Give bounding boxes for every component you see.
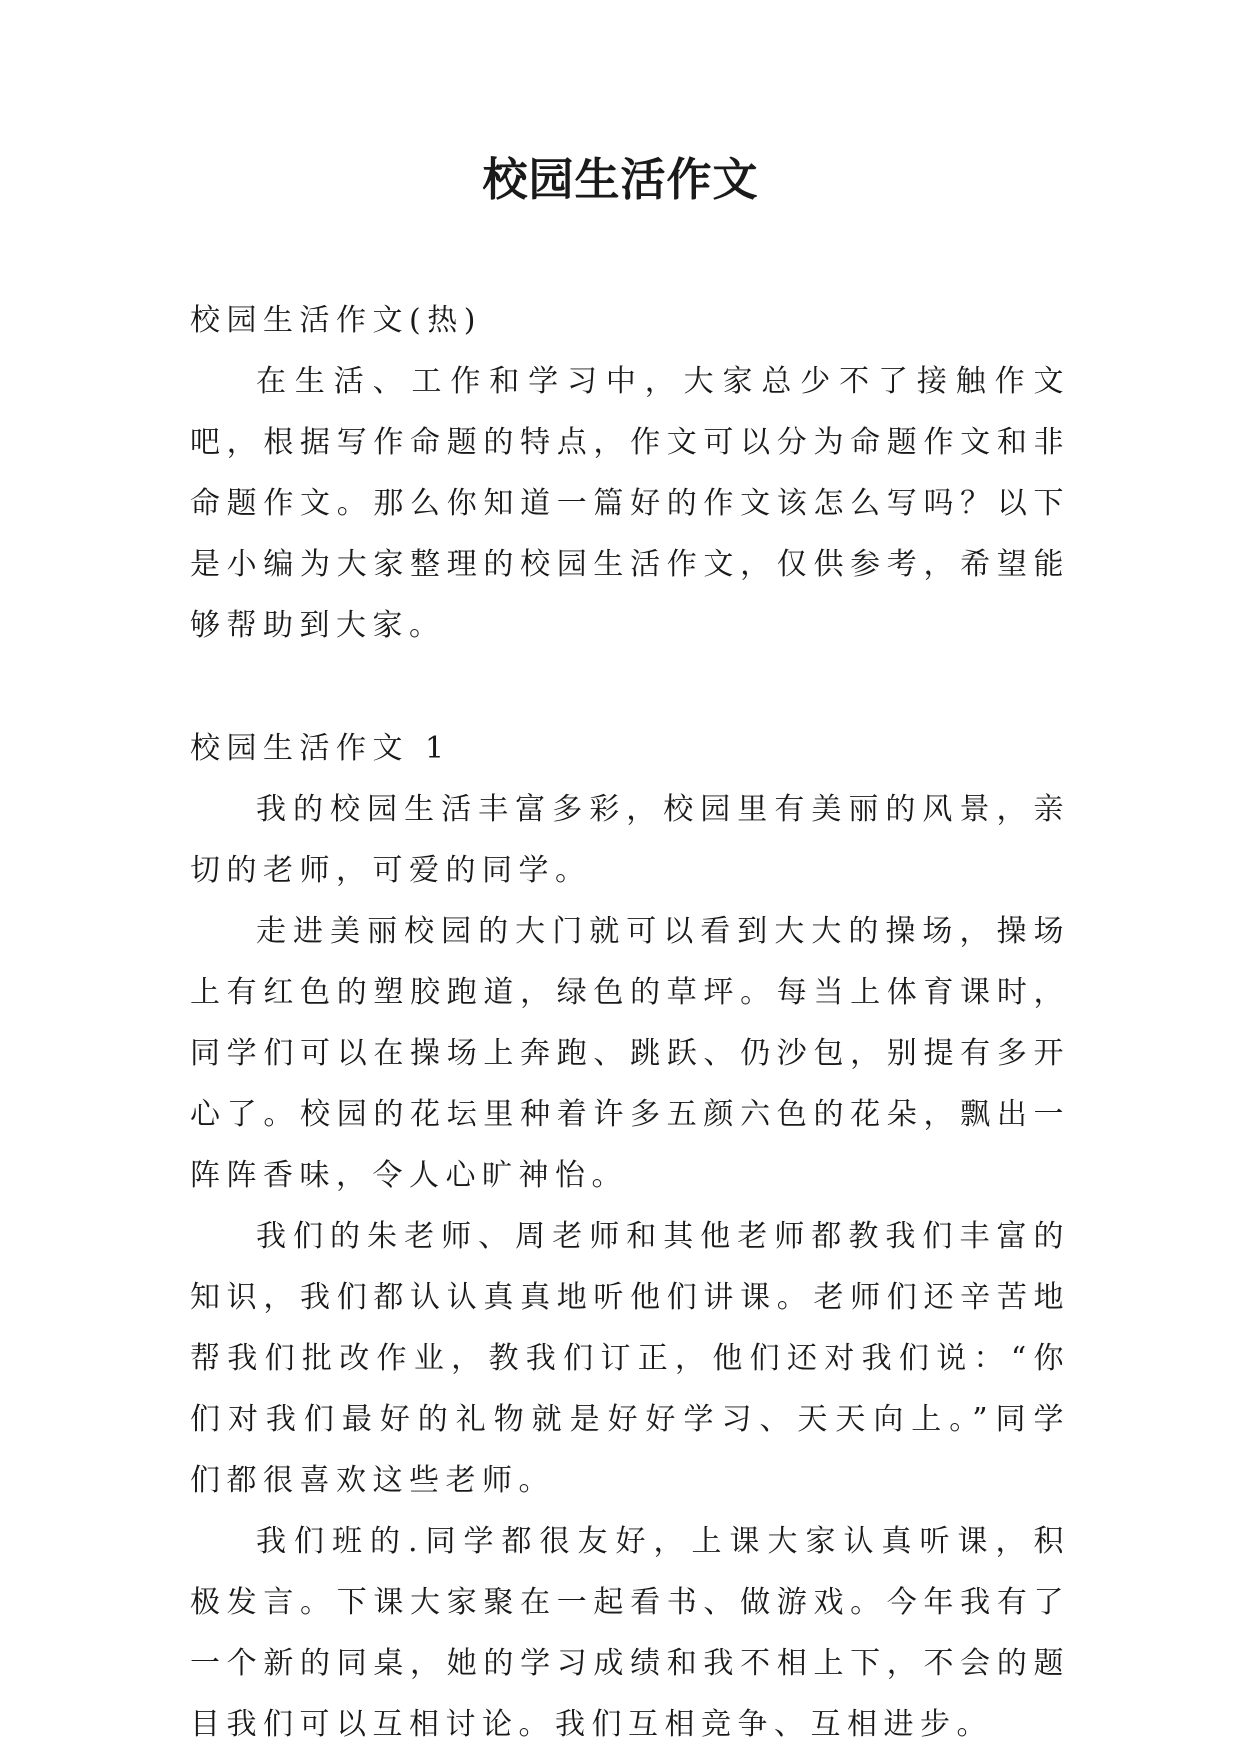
essay-paragraph: 走进美丽校园的大门就可以看到大大的操场，操场上有红色的塑胶跑道，绿色的草坪。每当上体育课时，同学们可以在操场上奔跑、跳跃、仍沙包，别提有多开心了。校园的花坛里种着许多五颜六色的花朵，飘出一阵阵香味，令人心旷神怡。 [190,914,1070,1193]
section-spacer [190,656,1070,718]
intro-paragraph: 在生活、工作和学习中，大家总少不了接触作文吧，根据写作命题的特点，作文可以分为命题作文和非命题作文。那么你知道一篇好的作文该怎么写吗？以下是小编为大家整理的校园生活作文，仅供参考，希望能够帮助到大家。 [190,364,1070,643]
essay-paragraph: 我们班的.同学都很友好，上课大家认真听课，积极发言。下课大家聚在一起看书、做游戏。今年我有了一个新的同桌，她的学习成绩和我不相上下，不会的题目我们可以互相讨论。我们互相竞争、互相进步。 [190,1524,1070,1742]
document-body [190,290,1070,1755]
essay-paragraph: 我的校园生活丰富多彩，校园里有美丽的风景，亲切的老师，可爱的同学。 [190,792,1070,888]
document-title: 校园生活作文 [482,153,759,206]
section-heading: 校园生活作文 1 [190,731,451,766]
document-subtitle: 校园生活作文(热) [190,303,482,338]
essay-paragraph: 我们的朱老师、周老师和其他老师都教我们丰富的知识，我们都认认真真地听他们讲课。老师们还辛苦地帮我们批改作业，教我们订正，他们还对我们说：“你们对我们最好的礼物就是好好学习、天天向上。”同学们都很喜欢这些老师。 [190,1219,1070,1498]
